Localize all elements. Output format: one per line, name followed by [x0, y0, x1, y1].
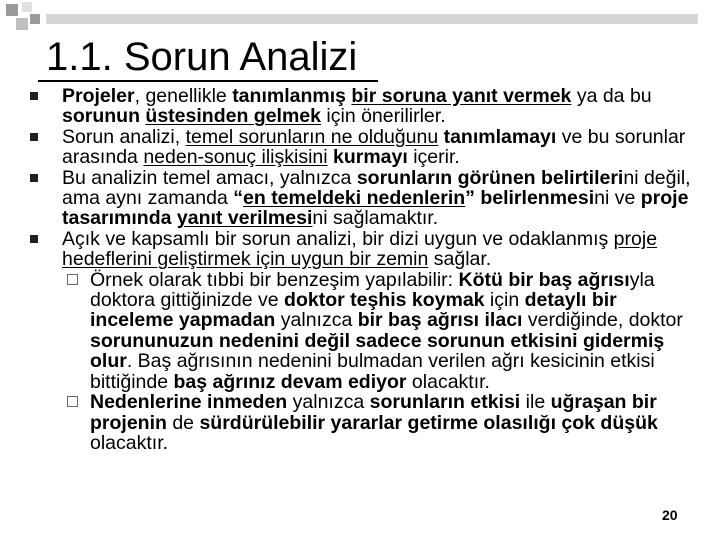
text-segment: proje tasarımında: [62, 187, 689, 230]
text-segment: Bu analizin temel amacı, yalnızca: [62, 166, 357, 189]
square-bullet-icon: [30, 133, 38, 141]
text-segment: ya da bu: [571, 85, 652, 107]
text-segment: tanımlamayı: [443, 125, 557, 148]
bullet-list: [30, 86, 700, 453]
text-segment: ile: [520, 391, 551, 414]
text-segment: olacaktır.: [406, 370, 490, 393]
text-segment: en temeldeki nedenlerin: [243, 187, 466, 210]
hollow-square-bullet-icon: [67, 396, 78, 407]
text-segment: . Baş ağrısının nedenini bulmadan verilen ağrı kesicinin etkisi bittiğinde: [90, 350, 655, 393]
hollow-square-bullet-icon: [67, 274, 78, 285]
text-segment: yanıt verilmesi: [176, 207, 313, 230]
text-segment: bir baş ağrısı ilacı: [357, 309, 523, 332]
text-segment: Açık ve kapsamlı bir sorun analizi, bir dizi uygun ve odaklanmış: [62, 227, 614, 250]
text-segment: sorunların etkisi: [369, 391, 521, 414]
bullet-item: [30, 168, 700, 229]
title-underline: [38, 80, 378, 82]
text-segment: baş ağrınız devam ediyor: [173, 370, 407, 393]
text-segment: Örnek olarak tıbbi bir benzeşim yapılabilir:: [90, 268, 459, 291]
bullet-item: [30, 229, 700, 270]
text-segment: içerir.: [407, 146, 460, 169]
text-segment: ve bu sorunlar arasında: [62, 125, 686, 169]
text-segment: olacaktır.: [90, 431, 169, 454]
text-segment: doktor teşhis koymak: [284, 289, 485, 312]
text-segment: proje hedeflerini geliştirmek için uygun bir zemin: [62, 227, 658, 271]
text-segment: Kötü bir baş ağrısı: [458, 268, 630, 291]
decor-square-small: [30, 14, 40, 24]
text-segment: Nedenlerine inmeden: [90, 391, 288, 414]
text-segment: de: [166, 411, 200, 434]
text-segment: “: [233, 187, 244, 210]
sub-bullet-item: [30, 270, 700, 392]
text-segment: bir soruna yanıt vermek: [351, 85, 572, 107]
text-segment: ni ve: [594, 187, 641, 210]
slide-title: 1.1. Sorun Analizi: [46, 35, 358, 79]
text-segment: yalnızca: [275, 309, 358, 332]
text-segment: yalnızca: [287, 391, 370, 414]
text-segment: için önerilirler.: [320, 105, 446, 128]
text-segment: temel sorunların ne olduğunu: [185, 125, 439, 148]
sub-bullet-item: [30, 392, 700, 453]
square-bullet-icon: [30, 174, 38, 182]
text-segment: sürdürülebilir yararlar getirme olasılığı çok düşük: [199, 411, 658, 434]
text-segment: verdiğinde, doktor: [522, 309, 683, 332]
text-segment: uğraşan bir projenin: [90, 391, 657, 434]
text-segment: sorununuzun nedenini değil sadece sorunun etkisini gidermiş olur: [90, 329, 665, 373]
text-segment: sorunların görünen belirtileri: [356, 166, 624, 189]
text-segment: sorunun: [62, 105, 146, 128]
text-segment: kurmayı: [333, 146, 408, 169]
text-segment: , genellikle: [134, 85, 233, 107]
text-segment: tanımlanmış: [232, 85, 352, 107]
decor-square-mid: [16, 18, 28, 30]
square-bullet-icon: [30, 92, 38, 100]
text-segment: detaylı bir inceleme yapmadan: [90, 289, 617, 332]
text-segment: üstesinden gelmek: [145, 105, 321, 128]
text-segment: sağlar.: [428, 248, 492, 271]
decor-bar: [46, 14, 698, 24]
page-number: 20: [662, 507, 678, 523]
bullet-item: [30, 127, 700, 168]
text-segment: Sorun analizi,: [62, 125, 186, 148]
text-segment: ni değil, ama aynı zamanda: [62, 166, 691, 210]
text-segment: ” belirlenmesi: [465, 187, 595, 210]
bullet-item: [30, 86, 700, 127]
text-segment: yla doktora gittiğinizde ve: [90, 268, 655, 312]
text-segment: için: [484, 289, 525, 312]
text-segment: ni sağlamaktır.: [312, 207, 439, 230]
decor-square-dark: [6, 4, 18, 16]
decor-square-light: [22, 2, 32, 12]
square-bullet-icon: [30, 235, 38, 243]
text-segment: Projeler: [62, 85, 135, 107]
text-segment: neden-sonuç ilişkisini: [143, 146, 328, 169]
